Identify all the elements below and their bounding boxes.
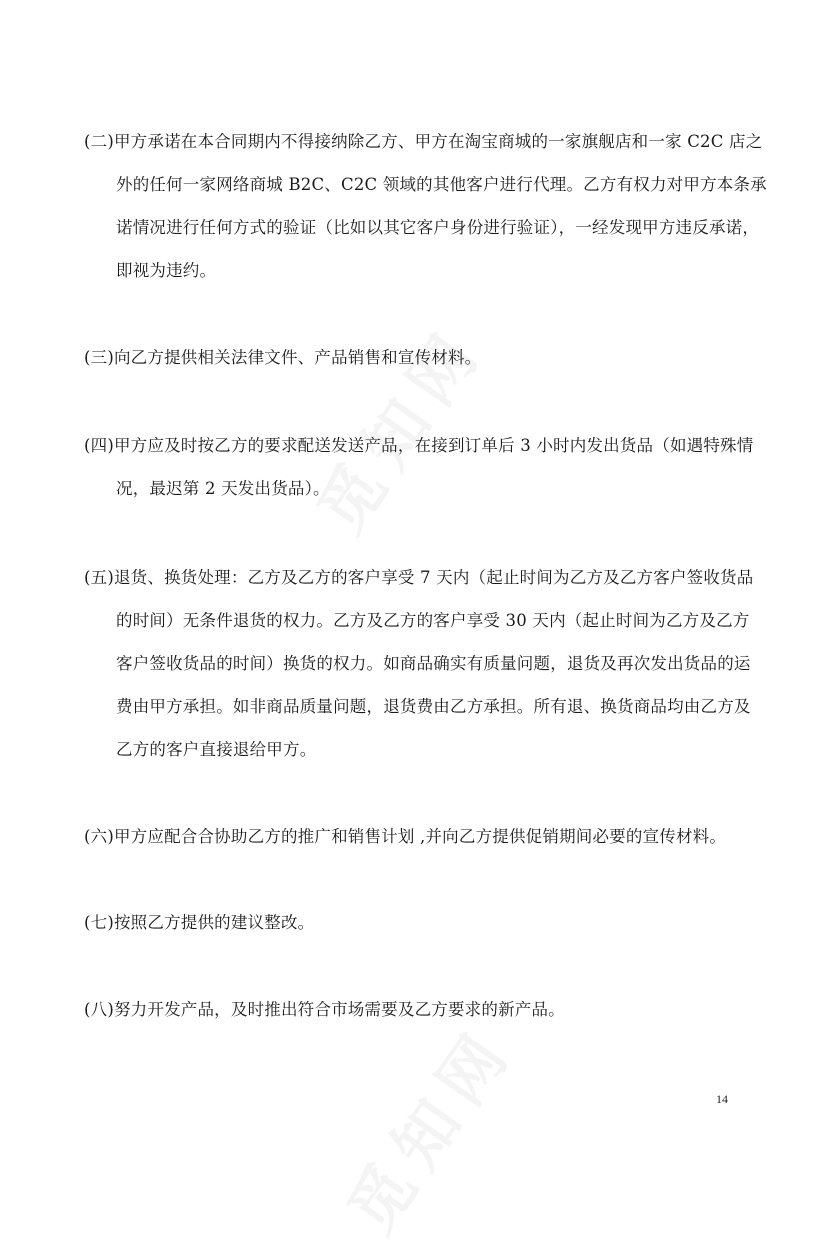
clause-5 bbox=[84, 556, 756, 771]
clause-line: 乙方的客户直接退给甲方。 bbox=[116, 740, 317, 759]
clause-line: (四)甲方应及时按乙方的要求配送发送产品，在接到订单后 3 小时内发出货品（如遇特殊情 bbox=[84, 436, 754, 455]
watermark bbox=[322, 1004, 532, 1248]
clause-line: (五)退货、换货处理：乙方及乙方的客户享受 7 天内（起止时间为乙方及乙方客户签收货品 bbox=[84, 568, 754, 587]
clause-line: 诺情况进行任何方式的验证（比如以其它客户身份进行验证），一经发现甲方违反承诺， bbox=[116, 218, 760, 237]
clause-line: 客户签收货品的时间）换货的权力。如商品确实有质量问题，退货及再次发出货品的运 bbox=[116, 654, 751, 673]
clause-line: (六)甲方应配合合协助乙方的推广和销售计划 ,并向乙方提供促销期间必要的宣传材料。 bbox=[84, 827, 727, 846]
clause-2 bbox=[84, 120, 767, 292]
clause-line: (二)甲方承诺在本合同期内不得接纳除乙方、甲方在淘宝商城的一家旗舰店和一家 C2C 店之 bbox=[84, 132, 763, 151]
clause-6 bbox=[84, 815, 756, 858]
clause-line: (三)向乙方提供相关法律文件、产品销售和宣传材料。 bbox=[84, 348, 482, 367]
clause-7 bbox=[84, 901, 756, 944]
clause-line: 即视为违约。 bbox=[116, 261, 217, 280]
clause-3 bbox=[84, 336, 756, 379]
clause-line: (七)按照乙方提供的建议整改。 bbox=[84, 913, 315, 932]
clause-8 bbox=[84, 988, 756, 1031]
clause-line: (八)努力开发产品，及时推出符合市场需要及乙方要求的新产品。 bbox=[84, 1000, 565, 1019]
clause-4 bbox=[84, 424, 756, 510]
page-number: 14 bbox=[716, 1092, 728, 1106]
clause-line: 外的任何一家网络商城 B2C、C2C 领域的其他客户进行代理。乙方有权力对甲方本条承 bbox=[116, 175, 767, 194]
clause-line: 的时间）无条件退货的权力。乙方及乙方的客户享受 30 天内（起止时间为乙方及乙方 bbox=[116, 611, 750, 630]
clause-line: 况，最迟第 2 天发出货品）。 bbox=[116, 479, 330, 498]
clause-line: 费由甲方承担。如非商品质量问题，退货费由乙方承担。所有退、换货商品均由乙方及 bbox=[116, 697, 751, 716]
